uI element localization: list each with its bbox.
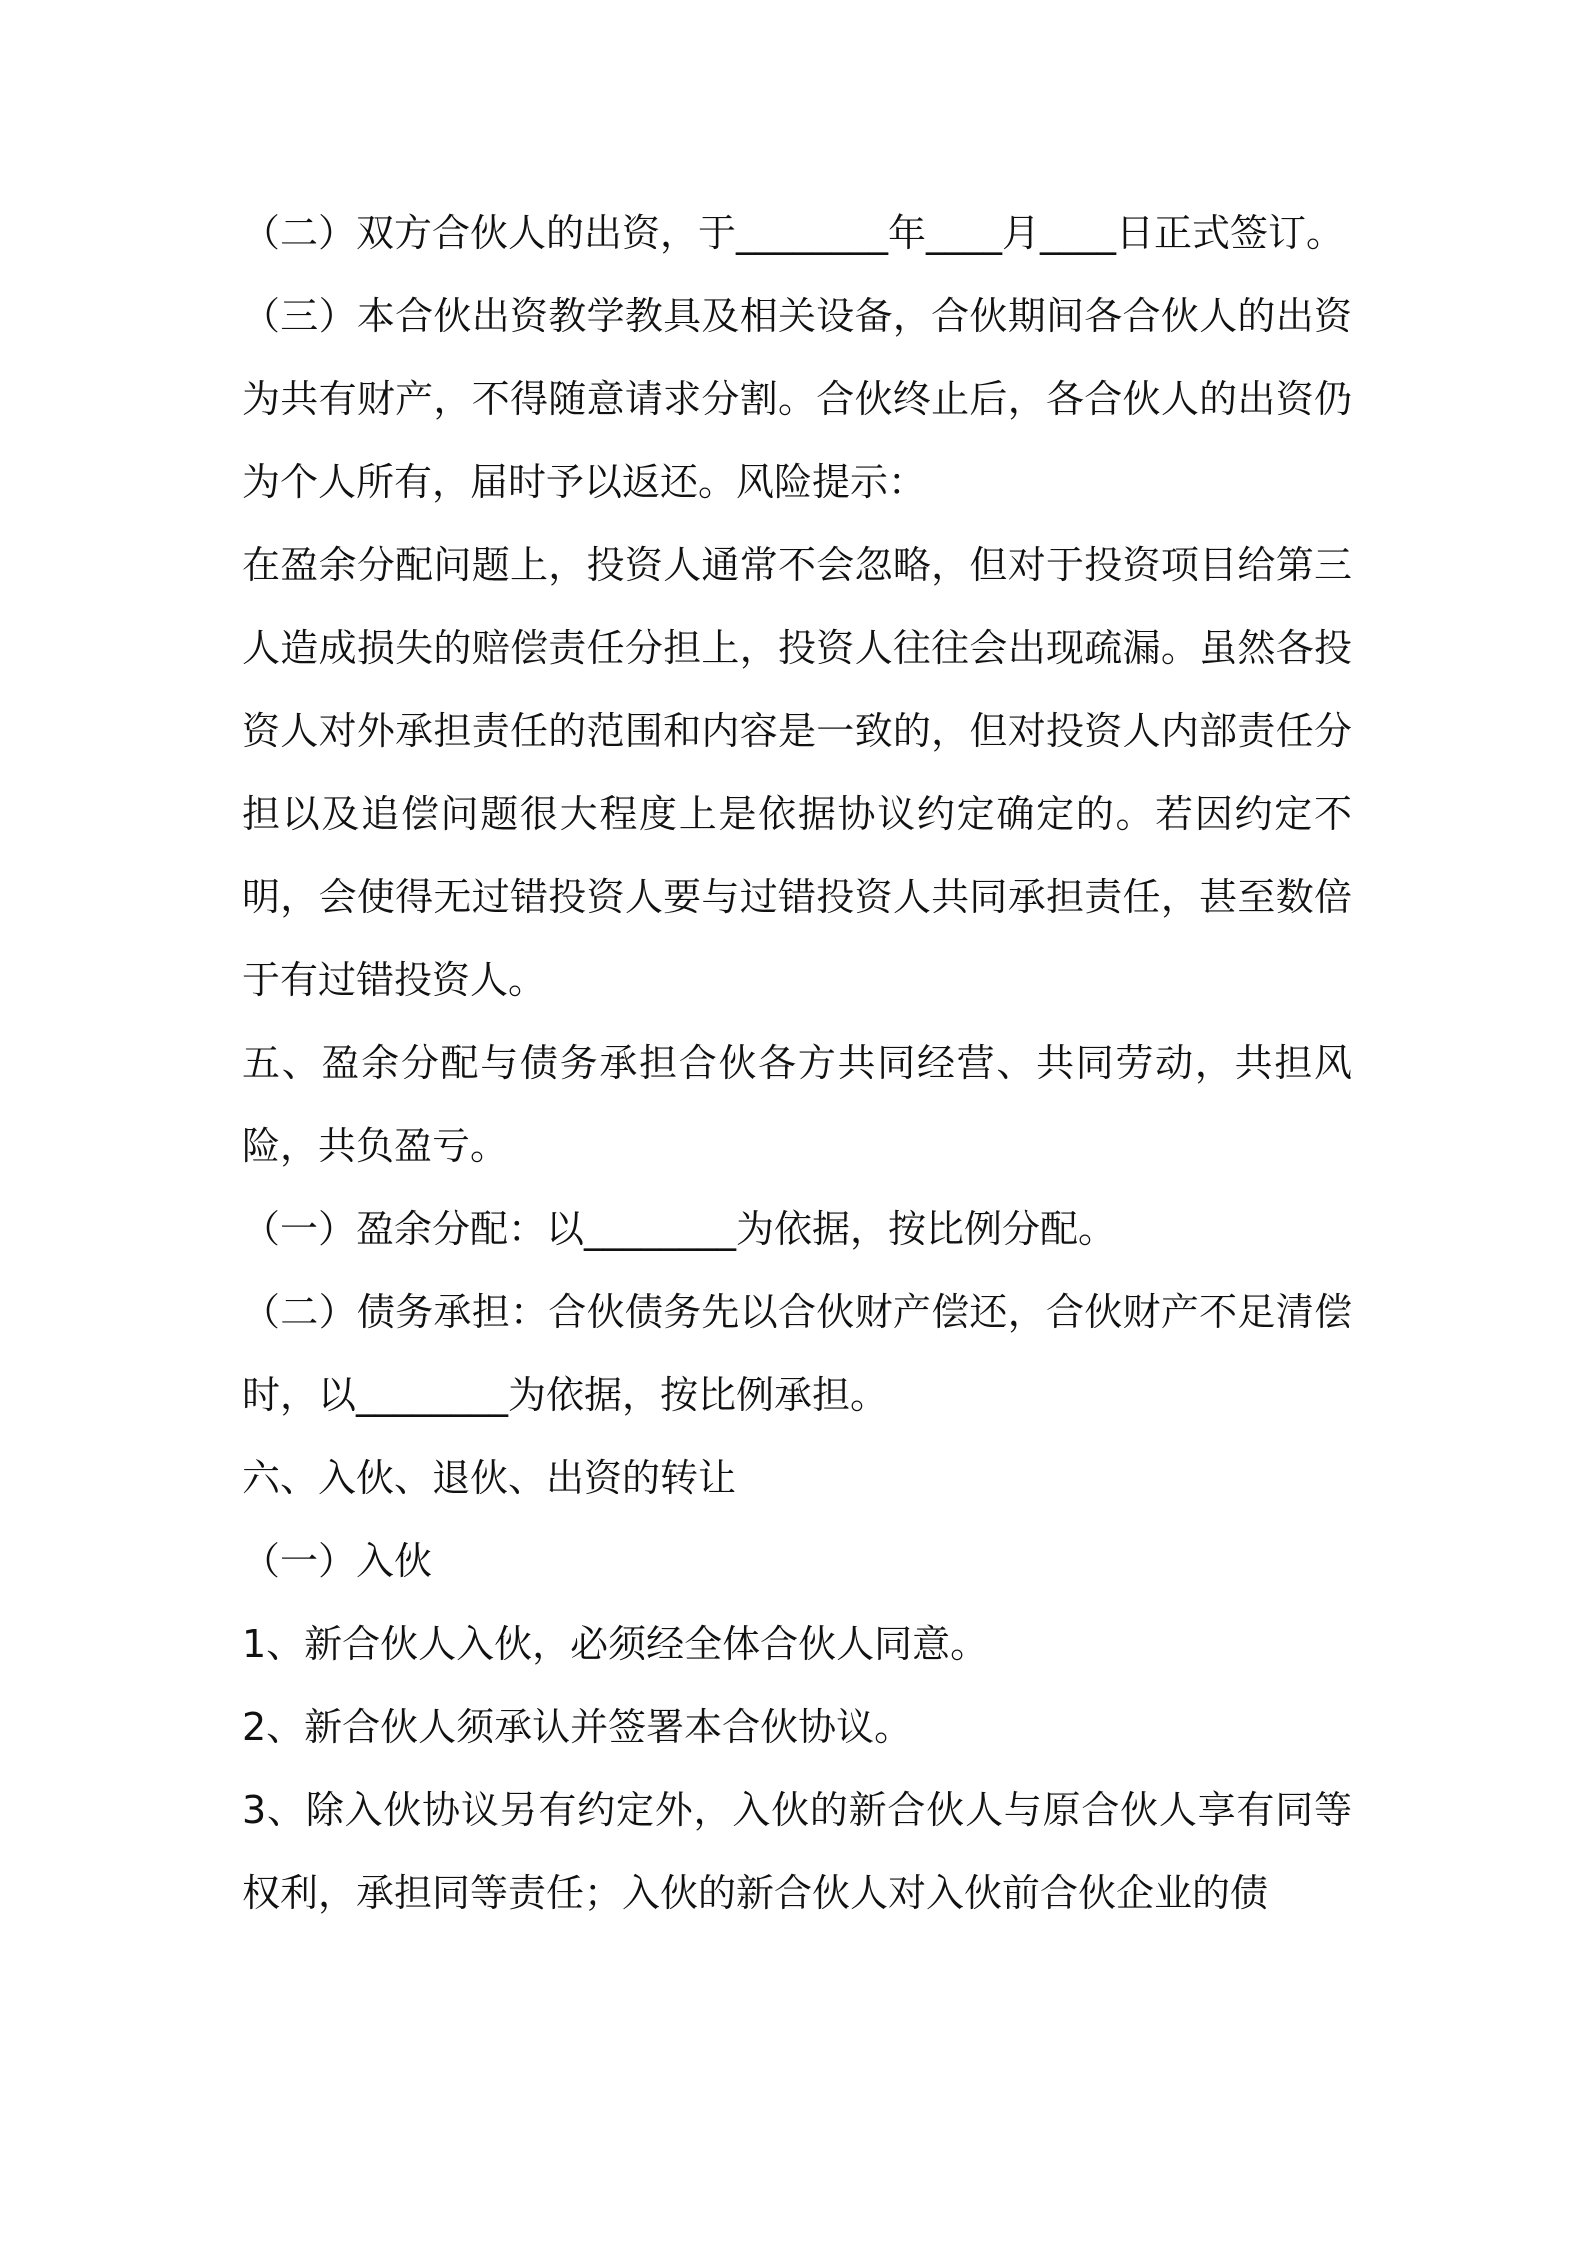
- section-heading-profit-debt: 五、盈余分配与债务承担合伙各方共同经营、共同劳动，共担风险，共负盈亏。: [242, 1041, 1352, 1168]
- paragraph-risk-note: 在盈余分配问题上，投资人通常不会忽略，但对于投资项目给第三人造成损失的赔偿责任分担上，投资人往往会出现疏漏。虽然各投资人对外承担责任的范围和内容是一致的，但对投资人内部责任分担以及追偿问题很大程度上是依据协议约定确定的。若因约定不明，会使得无过错投资人要与过错投资人共同承担责任，甚至数倍于有过错投资人。: [242, 543, 1352, 1002]
- document-body: [242, 192, 1352, 1935]
- paragraph-profit-distribution: （一）盈余分配：以________为依据，按比例分配。: [242, 1207, 1117, 1251]
- section-heading-admission-withdrawal: 六、入伙、退伙、出资的转让: [242, 1456, 737, 1500]
- paragraph-contribution-signing-date: （二）双方合伙人的出资，于________年____月____日正式签订。: [242, 211, 1345, 255]
- list-item-admission-consent: 1、新合伙人入伙，必须经全体合伙人同意。: [242, 1622, 989, 1666]
- subheading-admission: （一）入伙: [242, 1539, 433, 1583]
- paragraph-debt-bearing: （二）债务承担：合伙债务先以合伙财产偿还，合伙财产不足清偿时，以________为依据，按比例承担。: [242, 1290, 1352, 1417]
- list-item-admission-sign: 2、新合伙人须承认并签署本合伙协议。: [242, 1705, 913, 1749]
- list-item-admission-rights: 3、除入伙协议另有约定外，入伙的新合伙人与原合伙人享有同等权利，承担同等责任；入伙的新合伙人对入伙前合伙企业的债: [242, 1788, 1352, 1915]
- paragraph-contribution-property: （三）本合伙出资教学教具及相关设备，合伙期间各合伙人的出资为共有财产，不得随意请求分割。合伙终止后，各合伙人的出资仍为个人所有，届时予以返还。风险提示：: [242, 294, 1352, 504]
